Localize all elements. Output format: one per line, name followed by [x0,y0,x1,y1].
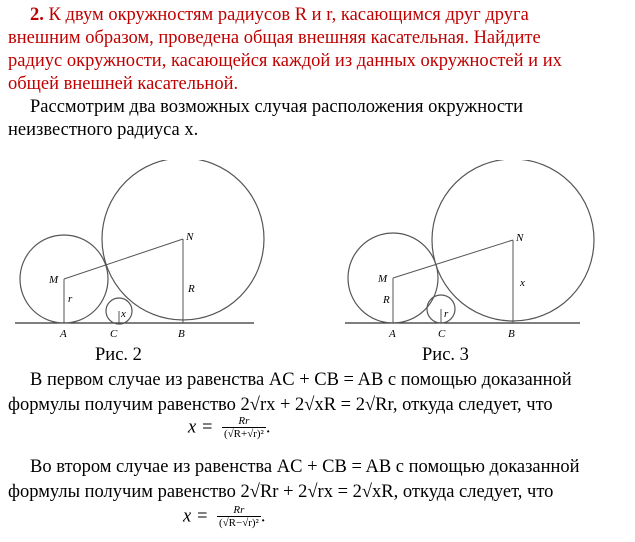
case2-prefix: формулы получим равенство [8,482,241,502]
case1-suffix: , откуда следует, что [392,395,553,415]
case1-numerator: Rr [222,415,266,428]
case2-denominator: (√R−√r)² [218,517,259,529]
case2-result-end: . [260,506,266,527]
intro-line-1: Рассмотрим два возможных случая расположения окружности [30,97,524,117]
label-B: B [508,328,515,340]
case1-denominator: (√R+√r)² [223,428,264,440]
case2-result-lhs: x = [183,506,213,527]
label-r: r [444,308,449,320]
label-x: x [520,277,525,289]
case1-fraction [222,415,266,441]
case2-equation: 2√Rr + 2√rx = 2√xR [240,482,394,502]
label-C: C [110,328,118,340]
case2-result [183,504,265,530]
label-C: C [438,328,446,340]
problem-line-2: внешним образом, проведена общая внешняя касательная. Найдите [8,28,541,48]
problem-line-4: общей внешней касательной. [8,74,239,94]
case2-line-1: Во втором случае из равенства AC + CB = AB с помощью доказанной [30,457,580,477]
problem-text-1: К двум окружностям радиусов R и r, касающимся друг друга [48,5,529,25]
label-N: N [186,231,194,243]
label-B: B [178,328,185,340]
case1-line-2 [8,394,553,416]
intro-line-2: неизвестного радиуса x. [8,120,199,140]
figure-3 [330,160,630,345]
case2-fraction [217,504,261,530]
case2-numerator: Rr [217,504,261,517]
case1-line-1: В первом случае из равенства AC + CB = AB с помощью доказанной [30,370,572,390]
center-line-MN [393,240,513,278]
case2-line-2 [8,481,553,503]
label-R: R [188,283,195,295]
label-A: A [389,328,396,340]
problem-number: 2. [30,5,44,25]
label-x: x [121,308,126,320]
case1-result-lhs: x = [188,417,218,438]
label-R: R [383,294,390,306]
label-M: M [49,274,59,286]
problem-line-1 [30,4,529,26]
caption-fig-2: Рис. 2 [95,345,142,365]
label-N: N [516,232,524,244]
case2-suffix: , откуда следует, что [393,482,554,502]
problem-line-3: радиус окружности, касающейся каждой из данных окружностей и их [8,51,562,71]
label-M: M [378,273,388,285]
case1-equation: 2√rx + 2√xR = 2√Rr [240,395,393,415]
case1-result-end: . [265,417,271,438]
caption-fig-3: Рис. 3 [422,345,469,365]
label-A: A [60,328,67,340]
case1-prefix: формулы получим равенство [8,395,241,415]
center-line-MN [64,239,183,279]
figure-2 [0,160,320,345]
case1-result [188,415,270,441]
label-r: r [68,293,73,305]
